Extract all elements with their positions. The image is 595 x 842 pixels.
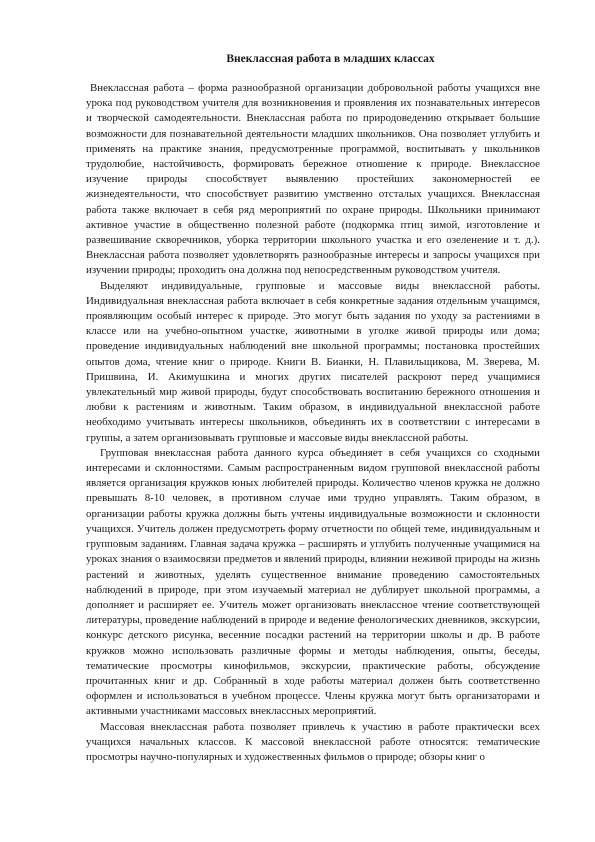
paragraph-group-work: Групповая внеклассная работа данного курса объединяет в себя учащихся со сходными интересами и склонностями. Самым распространенным видом групповой внеклассной работы является организация кружков юных любителей природы. Количество членов кружка не должно превышать 8-10 человек, в противном случае ими трудно управлять. Таким образом, в организации работы кружка должны быть учтены индивидуальные возможности и склонности учащихся. Учитель должен предусмотреть форму отчетности по общей теме, индивидуальным и групповым заданиям. Главная задача кружка – расширять и углубить полученные учащимися на уроках знания о взаимосвязи предметов и явлений природы, влиянии неживой природы на жизнь растений и животных, уделять существенное внимание проведению самостоятельных наблюдений в природе, при этом изучаемый материал не дублирует школьной программы, а дополняет и расширяет ее. Учитель может организовать внеклассное чтение соответствующей литературы, проведение наблюдений в природе и ведение фенологических дневников, экскурсии, конкурс детского рисунка, весенние посадки растений на территории школы и др. В работе кружков можно использовать различные формы и методы наблюдения, опыты, беседы, тематические просмотры кинофильмов, экскурсии, практические работы, обсуждение прочитанных книг и др. Собранный в ходе работы материал должен быть соответственно оформлен и использоваться в учебном процессе. Члены кружка могут быть организаторами и активными участниками массовых внеклассных мероприятий. (86, 446, 540, 718)
paragraph-mass-work: Массовая внеклассная работа позволяет привлечь к участию в работе практически всех учащихся начальных классов. К массовой внеклассной работе относятся: тематические просмотры научно-популярных и художественных фильмов о природе; обзоры книг о (86, 720, 540, 763)
paragraph-intro: Внеклассная работа – форма разнообразной организации добровольной работы учащихся вне урока под руководством учителя для возникновения и проявления их познавательных интересов и творческой самодеятельности. Внеклассная работа по природоведению открывает большие возможности для познавательной деятельности младших школьников. Она позволяет углубить и применять на практике знания, предусмотренные программой, воспитывать у школьников трудолюбие, настойчивость, формировать бережное отношение к природе. Внеклассное изучение природы способствует выявлению простейших закономерностей ее жизнедеятельности, что способствует развитию умственно отсталых учащихся. Внеклассная работа также включает в себя ряд мероприятий по охране природы. Школьники принимают активное участие в общественно полезной работе (подкормка птиц зимой, изготовление и развешивание скворечников, уборка территории школьного участка и его озеленение и т. д.). Внеклассная работа позволяет удовлетворять разнообразные интересы и запросы учащихся при изучении природы; проходить она должна под непосредственным руководством учителя. (86, 82, 540, 277)
page-title: Внеклассная работа в младших классах (226, 53, 435, 65)
paragraph-types: Выделяют индивидуальные, групповые и массовые виды внеклассной работы. Индивидуальная внеклассная работа включает в себя конкретные задания отдельным учащимся, проявляющим особый интерес к природе. Это могут быть задания по уходу за растениями в классе или на учебно-опытном участке, животными в уголке живой природы или дома; проведение индивидуальных наблюдений вне школьной программы; постановка простейших опытов дома, чтение книг о природе. Книги В. Бианки, Н. Плавильщикова, М. Зверева, М. Пришвина, И. Акимушкина и многих других писателей раскроют перед учащимися увлекательный мир живой природы, будут способствовать воспитанию бережного отношения и любви к растениям и животным. Таким образом, в индивидуальной внеклассной работе необходимо учитывать интересы школьников, объединять их в соответствии с интересами в группы, а затем организовывать групповые и массовые виды внеклассной работы. (86, 279, 540, 444)
